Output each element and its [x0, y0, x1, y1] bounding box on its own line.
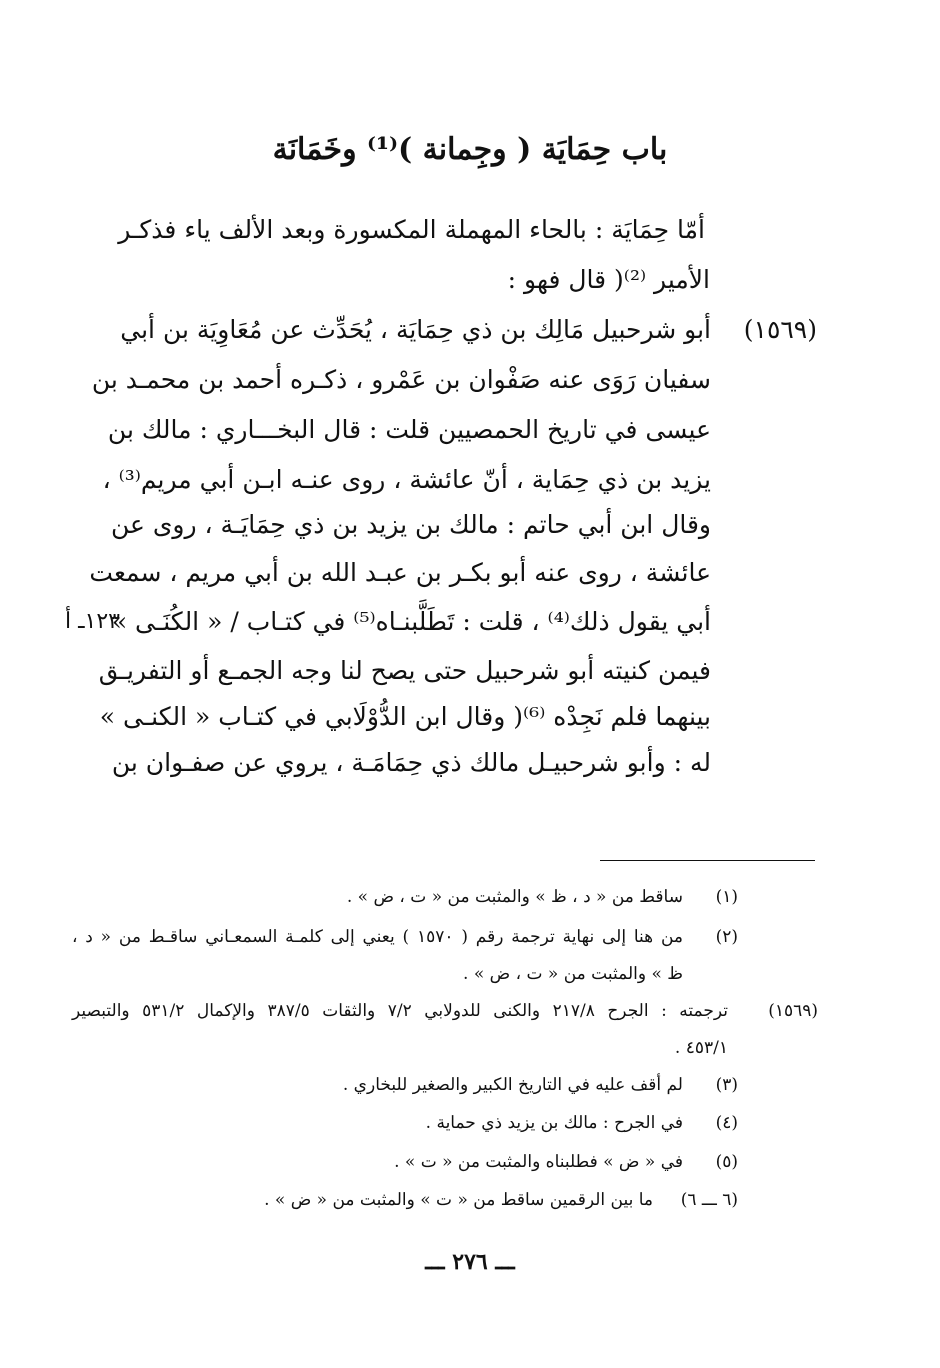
- footnote-text: ظ » والمثبت من « ت ، ض » .: [463, 964, 683, 984]
- footnote-text: من هنا إلى نهاية ترجمة رقم ( ١٥٧٠ ) يعني إلى كلمـة السمعـاني ساقـط من « د ،: [72, 927, 683, 947]
- entry-line: أبو شرحبيل مَالِك بن ذي حِمَايَة ، يُحَدِّث عن مُعَاوِيَة بن أبي: [120, 315, 711, 344]
- footnote-number: (٣): [715, 1075, 738, 1095]
- footnote-text: ترجمته : الجرح ٢١٧/٨ والكنى للدولابي ٧/٢ والثقات ٣٨٧/٥ والإكمال ٥٣١/٢ والتبصير: [72, 1001, 728, 1021]
- entry-line: وقال ابن أبي حاتم : مالك بن يزيد بن ذي حِمَايَـة ، روى عن: [110, 510, 711, 539]
- footnote-number: (٤): [715, 1113, 738, 1133]
- entry-line: أبي يقول ذلك⁽⁴⁾ ، قلت : تَطَلَّبنـاه⁽⁵⁾ في كتـاب / « الكُنَـى »: [111, 607, 711, 636]
- footnote-text: في « ض » فطلبناه والمثبت من « ت » .: [394, 1152, 683, 1172]
- entry-line: يزيد بن ذي حِمَاية ، أنّ عائشة ، روى عنـه ابـن أبي مريم⁽³⁾ ،: [102, 465, 711, 494]
- footnote-text: في الجرح : مالك بن يزيد ذي حماية .: [425, 1113, 683, 1133]
- footnote-number: (٢): [715, 927, 738, 947]
- footnote-number: (١٥٦٩): [768, 1001, 818, 1021]
- footnote-text: ٤٥٣/١ .: [674, 1038, 728, 1058]
- entry-line: سفيان رَوَى عنه صَفْوان بن عَمْرو ، ذكـره أحمد بن محمـد بن: [91, 365, 711, 394]
- page-number: ـــ ٢٧٦ ـــ: [425, 1249, 515, 1275]
- chapter-heading: باب حِمَايَة ( وجِمانة )⁽¹⁾ وخَمَانَة: [272, 132, 668, 167]
- footnote-number: (١): [715, 887, 738, 907]
- entry-number: (١٥٦٩): [743, 315, 817, 344]
- entry-line: بينهما فلم نَجِدْه ⁽⁶⁾( وقال ابن الدُّوْلَابي في كتـاب « الكنـى »: [99, 702, 711, 731]
- intro-line: أمّا حِمَايَة : بالحاء المهملة المكسورة وبعد الألف ياء فذكـر: [118, 215, 705, 244]
- intro-line: الأمير ⁽²⁾( قال فهو :: [507, 265, 710, 294]
- footnote-text: لم أقف عليه في التاريخ الكبير والصغير للبخاري .: [342, 1075, 683, 1095]
- footnote-text: ما بين الرقمين ساقط من « ت » والمثبت من « ض » .: [264, 1190, 653, 1210]
- entry-line: له : وأبو شرحبيـل مالك ذي حِمَامَـة ، يروي عن صفـوان بن: [111, 748, 711, 777]
- entry-line: فيمن كنيته أبو شرحبيل حتى يصح لنا وجه الجمـع أو التفريـق: [98, 656, 711, 685]
- footnote-text: ساقط من « د ، ظ » والمثبت من « ت ، ض » .: [346, 887, 683, 907]
- footnote-divider: [600, 860, 815, 861]
- footnote-number: (٥): [715, 1152, 738, 1172]
- entry-line: عائشة ، روى عنه أبو بكـر بن عبـد الله بن أبي مريم ، سمعت: [89, 558, 711, 587]
- footnote-number: (٦ ـــ ٦): [680, 1190, 738, 1210]
- entry-line: عيسى في تاريخ الحمصيين قلت : قال البخـــاري : مالك بن: [107, 415, 711, 444]
- margin-folio-reference: ١٢٣ـ أ: [64, 609, 120, 634]
